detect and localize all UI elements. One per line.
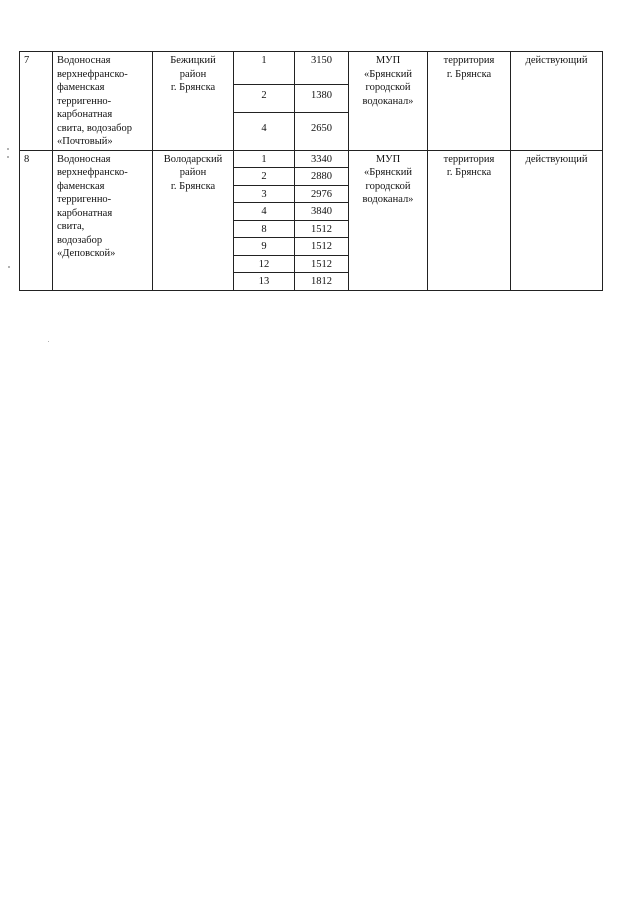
district-cell: Бежицкий район г. Брянска — [153, 52, 234, 151]
scan-artifact — [7, 156, 9, 158]
well-value-cell: 3150 — [295, 52, 349, 85]
well-number-cell: 12 — [234, 255, 295, 273]
scan-artifact — [8, 266, 10, 268]
well-value-cell: 2650 — [295, 112, 349, 150]
scan-artifact — [48, 341, 49, 342]
aquifer-source-cell: Водоносная верхнефранско- фаменская терригенно- карбонатная свита, водозабор «Почтовый» — [53, 52, 153, 151]
row-number-cell: 7 — [20, 52, 53, 151]
well-number-cell: 9 — [234, 238, 295, 256]
well-value-cell: 3340 — [295, 150, 349, 168]
well-number-cell: 4 — [234, 203, 295, 221]
status-cell: действующий — [511, 52, 603, 151]
well-number-cell: 8 — [234, 220, 295, 238]
status-cell: действующий — [511, 150, 603, 290]
well-value-cell: 3840 — [295, 203, 349, 221]
well-value-cell: 1512 — [295, 238, 349, 256]
well-value-cell: 1812 — [295, 273, 349, 291]
owner-cell: МУП «Брянский городской водоканал» — [349, 150, 428, 290]
well-number-cell: 2 — [234, 168, 295, 186]
well-value-cell: 1380 — [295, 84, 349, 112]
table-row — [20, 52, 603, 85]
well-value-cell: 2976 — [295, 185, 349, 203]
water-intake-registry-table — [19, 51, 603, 291]
well-number-cell: 1 — [234, 52, 295, 85]
well-value-cell: 2880 — [295, 168, 349, 186]
scan-artifact — [7, 148, 9, 150]
well-number-cell: 2 — [234, 84, 295, 112]
table-row — [20, 150, 603, 168]
row-number-cell: 8 — [20, 150, 53, 290]
owner-cell: МУП «Брянский городской водоканал» — [349, 52, 428, 151]
territory-cell: территория г. Брянска — [428, 52, 511, 151]
well-number-cell: 4 — [234, 112, 295, 150]
well-number-cell: 1 — [234, 150, 295, 168]
well-number-cell: 13 — [234, 273, 295, 291]
district-cell: Володарский район г. Брянска — [153, 150, 234, 290]
well-number-cell: 3 — [234, 185, 295, 203]
aquifer-source-cell: Водоносная верхнефранско- фаменская терригенно- карбонатная свита, водозабор «Деповской» — [53, 150, 153, 290]
well-value-cell: 1512 — [295, 220, 349, 238]
well-value-cell: 1512 — [295, 255, 349, 273]
territory-cell: территория г. Брянска — [428, 150, 511, 290]
